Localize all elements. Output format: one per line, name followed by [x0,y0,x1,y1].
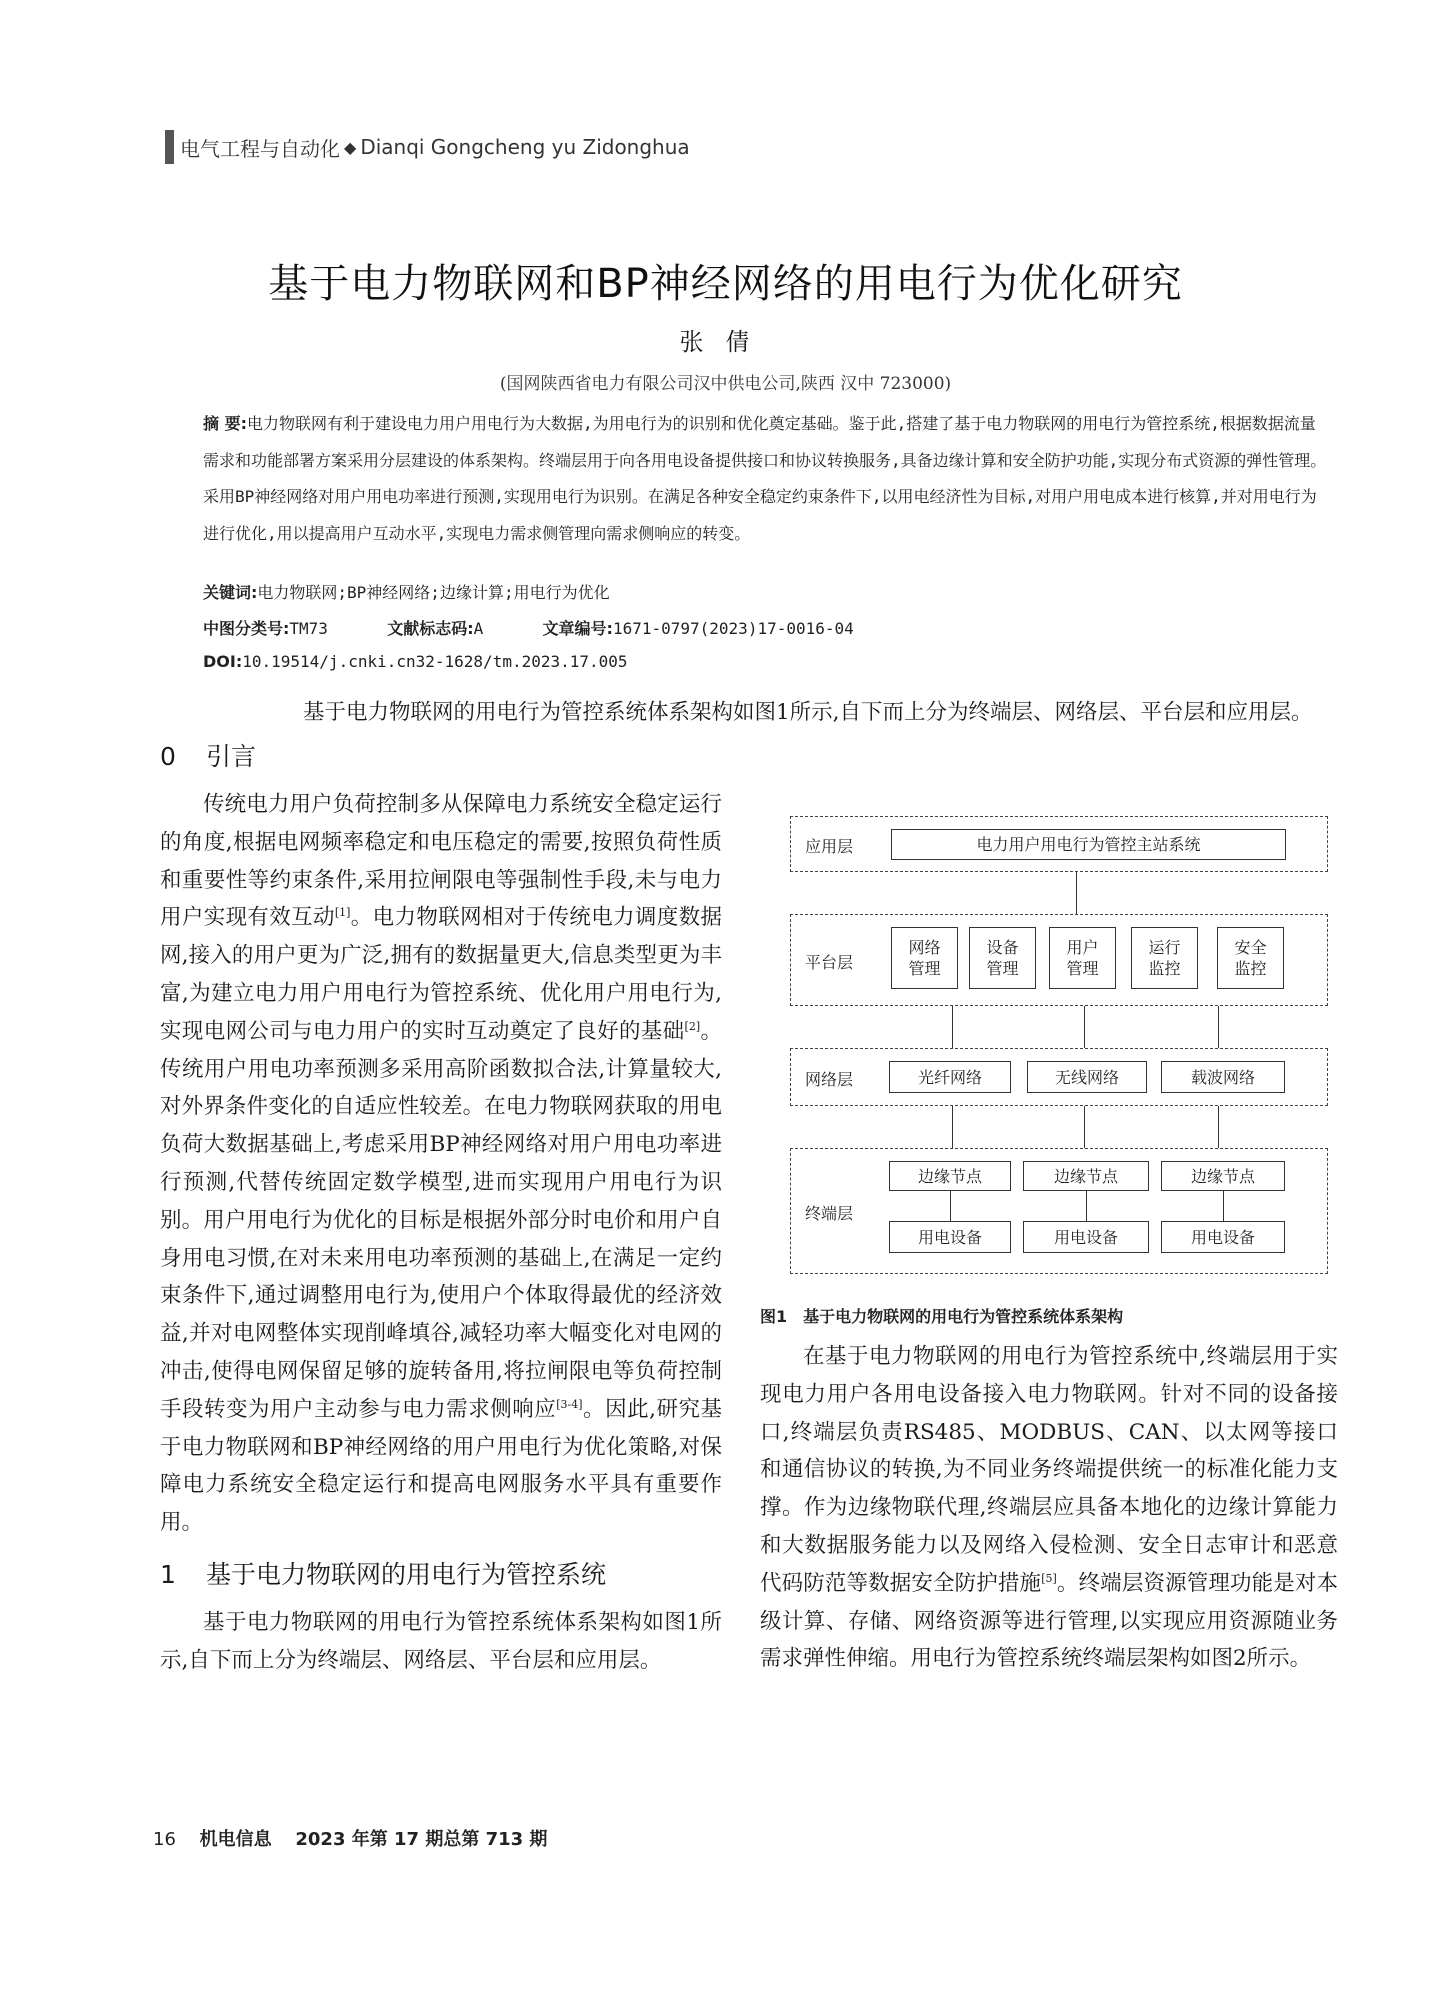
footer-journal: 机电信息 [199,1829,272,1850]
application-layer [790,816,1328,872]
doi-label: DOI: [203,652,243,671]
left-column [160,728,722,1673]
section-1-text-1-cont: 基于电力物联网的用电行为管控系统体系架构如图1所示,自下而上分为终端层、网络层、平台层和应用层。 [303,700,1313,726]
master-station-box: 电力用户用电行为管控主站系统 [891,829,1286,860]
connector-edge-device-3 [1223,1191,1224,1221]
network-layer-label: 网络层 [805,1070,854,1089]
section-1-heading [160,1546,722,1604]
figure-1-caption: 图1 基于电力物联网的用电行为管控系统体系架构 [760,1307,1124,1326]
keywords [203,580,610,603]
network-mgmt-box: 网络 管理 [891,927,958,989]
doi-line [203,652,628,671]
connector-platform-network-2 [1084,1006,1085,1048]
section-1-paragraph-start [160,1604,722,1673]
footer-issue: 2023 年第 17 期总第 713 期 [295,1829,548,1850]
network-layer [790,1048,1328,1106]
citation-3: [3-4] [556,1397,583,1411]
device-box-3: 用电设备 [1161,1221,1285,1253]
wireless-network-box: 无线网络 [1027,1061,1147,1093]
right-column-continuation [303,700,1338,808]
citation-5: [5] [1041,1571,1057,1585]
article-id-label: 文章编号: [542,619,613,638]
intro-text-4: 。因此,研究基于电力物联网和BP神经网络的用户用电行为优化策略,对保障电力系统安全稳定运行和提高电网服务水平具有重要作用。 [160,1396,722,1536]
section-1-text-1: 基于电力物联网的用电行为管控系统体系架构如图1所示,自下而上分为终端层、网络层、平台层和应用层。 [160,1609,722,1673]
right-column-body [760,1338,1338,1678]
device-box-2: 用电设备 [1023,1221,1149,1253]
connector-platform-network-3 [1218,1006,1219,1048]
classification-line [203,616,854,639]
figure-1 [760,816,1338,1326]
connector-network-terminal-1 [952,1106,953,1148]
page-footer [153,1825,547,1851]
section-0-heading [160,728,722,786]
section-1-text-2: 在基于电力物联网的用电行为管控系统中,终端层用于实现电力用户各用电设备接入电力物联网。针对不同的设备接口,终端层负责RS485、MODBUS、CAN、以太网等接口和通信协议的转换,为不同业务终端提供统一的标准化能力支撑。作为边缘物联代理,终端层应具备本地化的边缘计算能力和大数据服务能力以及网络入侵检测、安全日志审计和恶意代码防范等数据安全防护措施 [760,1344,1338,1596]
doi-value: 10.19514/j.cnki.cn32-1628/tm.2023.17.005 [242,652,628,671]
keywords-label: 关键词: [203,583,258,602]
section-1-paragraph-2 [760,1338,1338,1678]
article-title: 基于电力物联网和BP神经网络的用电行为优化研究 [268,261,1183,307]
clc-label: 中图分类号: [203,619,290,638]
article-id-value: 1671-0797(2023)17-0016-04 [612,619,854,638]
edge-node-box-2: 边缘节点 [1023,1161,1149,1191]
edge-node-box-3: 边缘节点 [1161,1161,1285,1191]
clc-value: TM73 [289,619,328,638]
connector-edge-device-1 [950,1191,951,1221]
connector-edge-device-2 [1086,1191,1087,1221]
section-1-title: 基于电力物联网的用电行为管控系统 [206,1559,607,1589]
intro-text-2: 。电力物联网相对于传统电力调度数据网,接入的用户更为广泛,拥有的数据量更大,信息类型更为丰富,为建立电力用户用电行为管控系统、优化用户用电行为,实现电网公司与电力用户的实时互动奠定了良好的基础 [160,905,722,1044]
keywords-text: 电力物联网;BP神经网络;边缘计算;用电行为优化 [257,583,610,602]
intro-text-1: 传统电力用户负荷控制多从保障电力系统安全稳定运行的角度,根据电网频率稳定和电压稳定的需要,按照负荷性质和重要性等约束条件,采用拉闸限电等强制性手段,未与电力用户实现有效互动 [160,792,722,931]
journal-name-cn: 电气工程与自动化 [180,136,340,161]
journal-name-pinyin: Dianqi Gongcheng yu Zidonghua [360,135,690,159]
device-mgmt-box: 设备 管理 [969,927,1036,989]
doc-code-value: A [473,619,484,638]
security-monitor-box: 安全 监控 [1217,927,1284,989]
application-layer-label: 应用层 [805,837,854,856]
terminal-layer-label: 终端层 [805,1204,854,1223]
connector-app-platform [1076,872,1077,914]
section-1-number: 1 [160,1559,176,1589]
platform-layer-label: 平台层 [805,953,854,972]
connector-platform-network-1 [952,1006,953,1048]
section-0-title: 引言 [206,742,257,771]
section-1-paragraph-cont [303,694,1338,732]
header-separator: ◆ [344,137,357,157]
fiber-network-box: 光纤网络 [889,1061,1011,1093]
section-1-text-2b: 。终端层资源管理功能是对本级计算、存储、网络资源等进行管理,以实现应用资源随业务需求弹性伸缩。用电行为管控系统终端层架构如图2所示。 [760,1570,1338,1672]
citation-1: [1] [334,906,351,920]
intro-text-3: 。传统用户用电功率预测多采用高阶函数拟合法,计算量较大,对外界条件变化的自适应性较差。在电力物联网获取的用电负荷大数据基础上,考虑采用BP神经网络对用户用电功率进行预测,代替传统固定数学模型,进而实现用户用电行为识别。用户用电行为优化的目标是根据外部分时电价和用户自身用电习惯,在对未来用电功率预测的基础上,在满足一定约束条件下,通过调整用电行为,使用户个体取得最优的经济效益,并对电网整体实现削峰填谷,减轻功率大幅变化对电网的冲击,使得电网保留足够的旋转备用,将拉闸限电等负荷控制手段转变为用户主动参与电力需求侧响应 [160,1018,722,1422]
terminal-layer [790,1148,1328,1274]
abstract [203,406,1327,552]
header-bar [165,130,174,164]
carrier-network-box: 载波网络 [1161,1061,1285,1093]
section-0-number: 0 [160,742,176,771]
connector-network-terminal-3 [1218,1106,1219,1148]
doc-code-label: 文献标志码: [387,619,474,638]
article-author: 张倩 [679,328,772,356]
user-mgmt-box: 用户 管理 [1049,927,1116,989]
citation-2: [2] [684,1019,701,1033]
page-number: 16 [153,1829,176,1850]
device-box-1: 用电设备 [889,1221,1011,1253]
abstract-label: 摘 要: [203,414,247,433]
operation-monitor-box: 运行 监控 [1131,927,1198,989]
article-affiliation: (国网陕西省电力有限公司汉中供电公司,陕西 汉中 723000) [499,374,952,394]
edge-node-box-1: 边缘节点 [889,1161,1011,1191]
running-header [165,130,690,164]
connector-network-terminal-2 [1084,1106,1085,1148]
section-0-paragraph [160,786,722,1542]
platform-layer [790,914,1328,1006]
abstract-text: 电力物联网有利于建设电力用户用电行为大数据,为用电行为的识别和优化奠定基础。鉴于此,搭建了基于电力物联网的用电行为管控系统,根据数据流量需求和功能部署方案采用分层建设的体系架构。终端层用于向各用电设备提供接口和协议转换服务,具备边缘计算和安全防护功能,实现分布式资源的弹性管理。采用BP神经网络对用户用电功率进行预测,实现用电行为识别。在满足各种安全稳定约束条件下,以用电经济性为目标,对用户用电成本进行核算,并对用电行为进行优化,用以提高用户互动水平,实现电力需求侧管理向需求侧响应的转变。 [203,414,1327,543]
